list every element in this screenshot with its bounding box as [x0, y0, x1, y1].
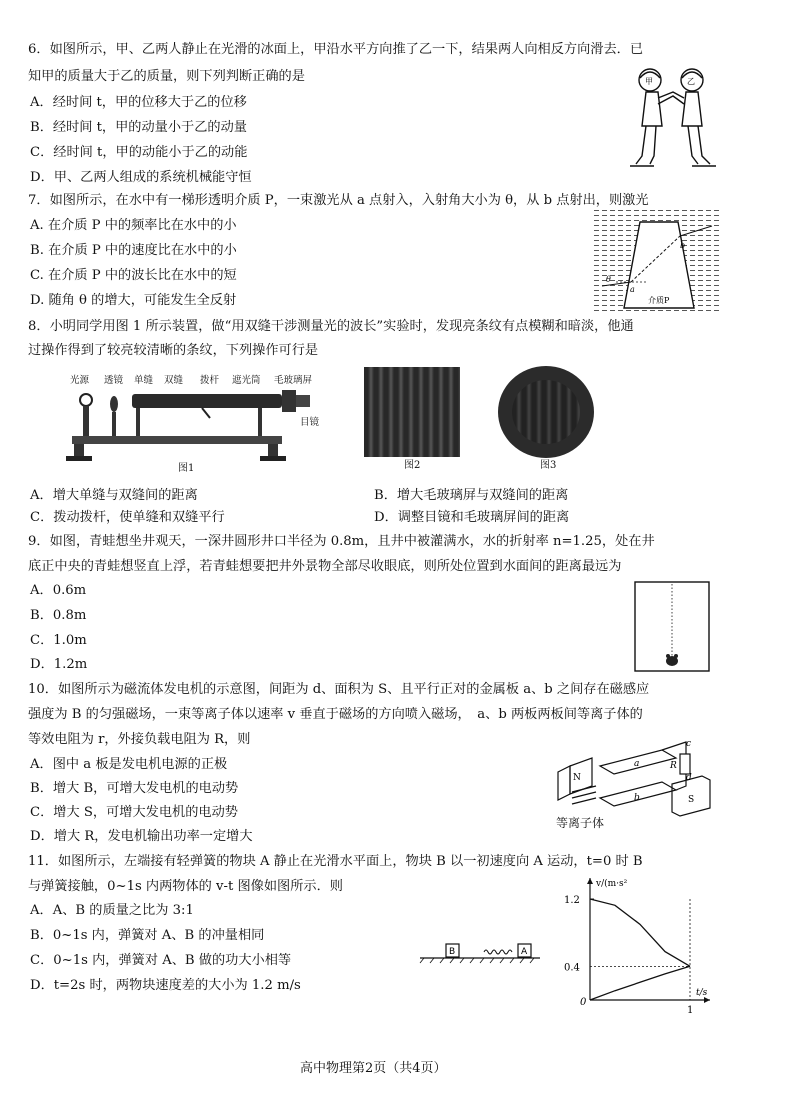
q11-option-a: A．A、B 的质量之比为 3:1: [30, 903, 194, 918]
origin-label: 0: [580, 997, 587, 1008]
q10-option-d: D．增大 R，发电机输出功率一定增大: [30, 829, 253, 844]
q9-option-c: C．1.0m: [30, 633, 87, 648]
skater-yi-label: 乙: [687, 77, 695, 86]
q8-stem-line1: 8．小明同学用图 1 所示装置，做“用双缝干涉测量光的波长”实验时，发现亮条纹有点模糊和暗淡，他通: [28, 319, 634, 334]
pole-n-label: N: [573, 773, 581, 783]
y-tick-label-0: 1.2: [564, 895, 580, 907]
label-eyepiece: 目镜: [300, 417, 320, 428]
q6-option-b: B．经时间 t，甲的动量小于乙的动量: [30, 120, 247, 135]
skaters-figure: [618, 66, 728, 178]
q10-stem-line1: 10．如图所示为磁流体发电机的示意图，间距为 d、面积为 S、且平行正对的金属板 a、b 之间存在磁感应: [28, 682, 650, 697]
double-slit-apparatus-figure: [62, 368, 334, 480]
blocks-spring-figure: [418, 938, 542, 964]
pole-s-label: S: [688, 795, 695, 805]
q8-option-a: A．增大单缝与双缝间的距离: [30, 488, 198, 503]
q7-option-c: C. 在介质 P 中的波长比在水中的短: [30, 268, 237, 283]
q11-option-c: C．0~1s 内，弹簧对 A、B 做的功大小相等: [30, 953, 292, 968]
q6-stem-line2: 知甲的质量大于乙的质量，则下列判断正确的是: [28, 69, 305, 84]
series-line-0: [590, 899, 690, 966]
q10-option-b: B．增大 B，可增大发电机的电动势: [30, 781, 239, 796]
q8-option-c: C．拨动拨杆，使单缝和双缝平行: [30, 510, 225, 525]
q7-stem: 7．如图所示，在水中有一梯形透明介质 P，一束激光从 a 点射入，入射角大小为 θ，从 b 点射出，则激光: [28, 193, 649, 208]
q8-stem-line2: 过操作得到了较亮较清晰的条纹，下列操作可行是: [28, 343, 319, 358]
q9-stem-line2: 底正中央的青蛙想竖直上浮，若青蛙想要把井外景物全部尽收眼底，则所处位置到水面间的距离最远为: [28, 559, 622, 574]
fringe-pattern-fig2: [364, 367, 460, 457]
series-line-1: [590, 966, 690, 1000]
block-a-label: A: [521, 947, 528, 957]
medium-p-label: 介质P: [648, 296, 670, 305]
resistor-r-label: R: [670, 761, 677, 771]
q6-option-d: D．甲、乙两人组成的系统机械能守恒: [30, 170, 252, 185]
q11-stem-line1: 11．如图所示，左端接有轻弹簧的物块 A 静止在光滑水平面上，物块 B 以一初速度向 A 运动，t=0 时 B: [28, 854, 643, 869]
label-tube: 遮光筒: [232, 375, 261, 386]
q6-option-a: A．经时间 t，甲的位移大于乙的位移: [30, 95, 247, 110]
plate-b-label: b: [634, 793, 640, 803]
page-footer: 高中物理第2页（共4页）: [300, 1061, 447, 1076]
q9-option-d: D．1.2m: [30, 657, 88, 672]
q6-stem-line1: 6．如图所示，甲、乙两人静止在光滑的冰面上，甲沿水平方向推了乙一下，结果两人向相反方向滑去．已: [28, 42, 644, 57]
label-double-slit: 双缝: [164, 375, 184, 386]
fig3-caption: 图3: [540, 460, 557, 471]
y-axis-label: v/(m·s²: [596, 879, 628, 889]
q8-option-b: B．增大毛玻璃屏与双缝间的距离: [374, 488, 569, 503]
terminal-c-label: c: [686, 739, 692, 749]
label-lens: 透镜: [104, 375, 124, 386]
plate-a-label: a: [634, 759, 640, 769]
q10-option-a: A．图中 a 板是发电机电源的正极: [30, 757, 228, 772]
q7-option-a: A. 在介质 P 中的频率比在水中的小: [30, 218, 237, 233]
eyepiece-view-fig3: [498, 366, 594, 458]
fig2-caption: 图2: [404, 460, 421, 471]
plasma-caption: 等离子体: [556, 816, 605, 830]
q10-stem-line3: 等效电阻为 r，外接负载电阻为 R，则: [28, 732, 251, 747]
q11-option-d: D．t=2s 时，两物块速度差的大小为 1.2 m/s: [30, 978, 301, 993]
q9-option-b: B．0.8m: [30, 608, 87, 623]
fig1-caption: 图1: [178, 463, 195, 474]
label-light-source: 光源: [70, 375, 90, 386]
terminal-d-label: d: [686, 773, 692, 783]
well-frog-figure: [634, 581, 710, 673]
trapezoid-medium-figure: [594, 208, 722, 312]
q8-option-d: D．调整目镜和毛玻璃屏间的距离: [374, 510, 570, 525]
q6-option-c: C．经时间 t，甲的动能小于乙的动能: [30, 145, 248, 160]
y-tick-label-1: 0.4: [564, 962, 580, 974]
q9-option-a: A．0.6m: [30, 583, 87, 598]
q9-stem-line1: 9．如图，青蛙想坐井观天，一深井圆形井口半径为 0.8m，且井中被灌满水，水的折射率 n=1.25，处在井: [28, 534, 655, 549]
q7-option-d: D. 随角 θ 的增大，可能发生全反射: [30, 293, 237, 308]
spring: [484, 950, 512, 954]
label-screen: 毛玻璃屏: [274, 375, 313, 386]
block-b-label: B: [449, 947, 456, 957]
q10-stem-line2: 强度为 B 的匀强磁场，一束等离子体以速率 v 垂直于磁场的方向喷入磁场， a、b 两板两板间等离子体的: [28, 707, 643, 722]
x-tick-label-0: 1: [687, 1005, 694, 1016]
vt-graph: [560, 870, 720, 1020]
q11-option-b: B．0~1s 内，弹簧对 A、B 的冲量相同: [30, 928, 265, 943]
point-a-label: a: [630, 285, 635, 294]
q7-option-b: B. 在介质 P 中的速度比在水中的小: [30, 243, 237, 258]
skater-jia-label: 甲: [645, 77, 653, 86]
label-lever: 拨杆: [200, 375, 220, 386]
angle-theta-label: θ: [606, 275, 611, 284]
q11-stem-line2: 与弹簧接触，0~1s 内两物体的 v-t 图像如图所示．则: [28, 879, 343, 894]
label-single-slit: 单缝: [134, 375, 154, 386]
x-axis-label: t/s: [696, 988, 708, 998]
point-b-label: b: [680, 241, 686, 250]
y-axis-arrow: [587, 878, 593, 884]
q10-option-c: C．增大 S，可增大发电机的电动势: [30, 805, 238, 820]
